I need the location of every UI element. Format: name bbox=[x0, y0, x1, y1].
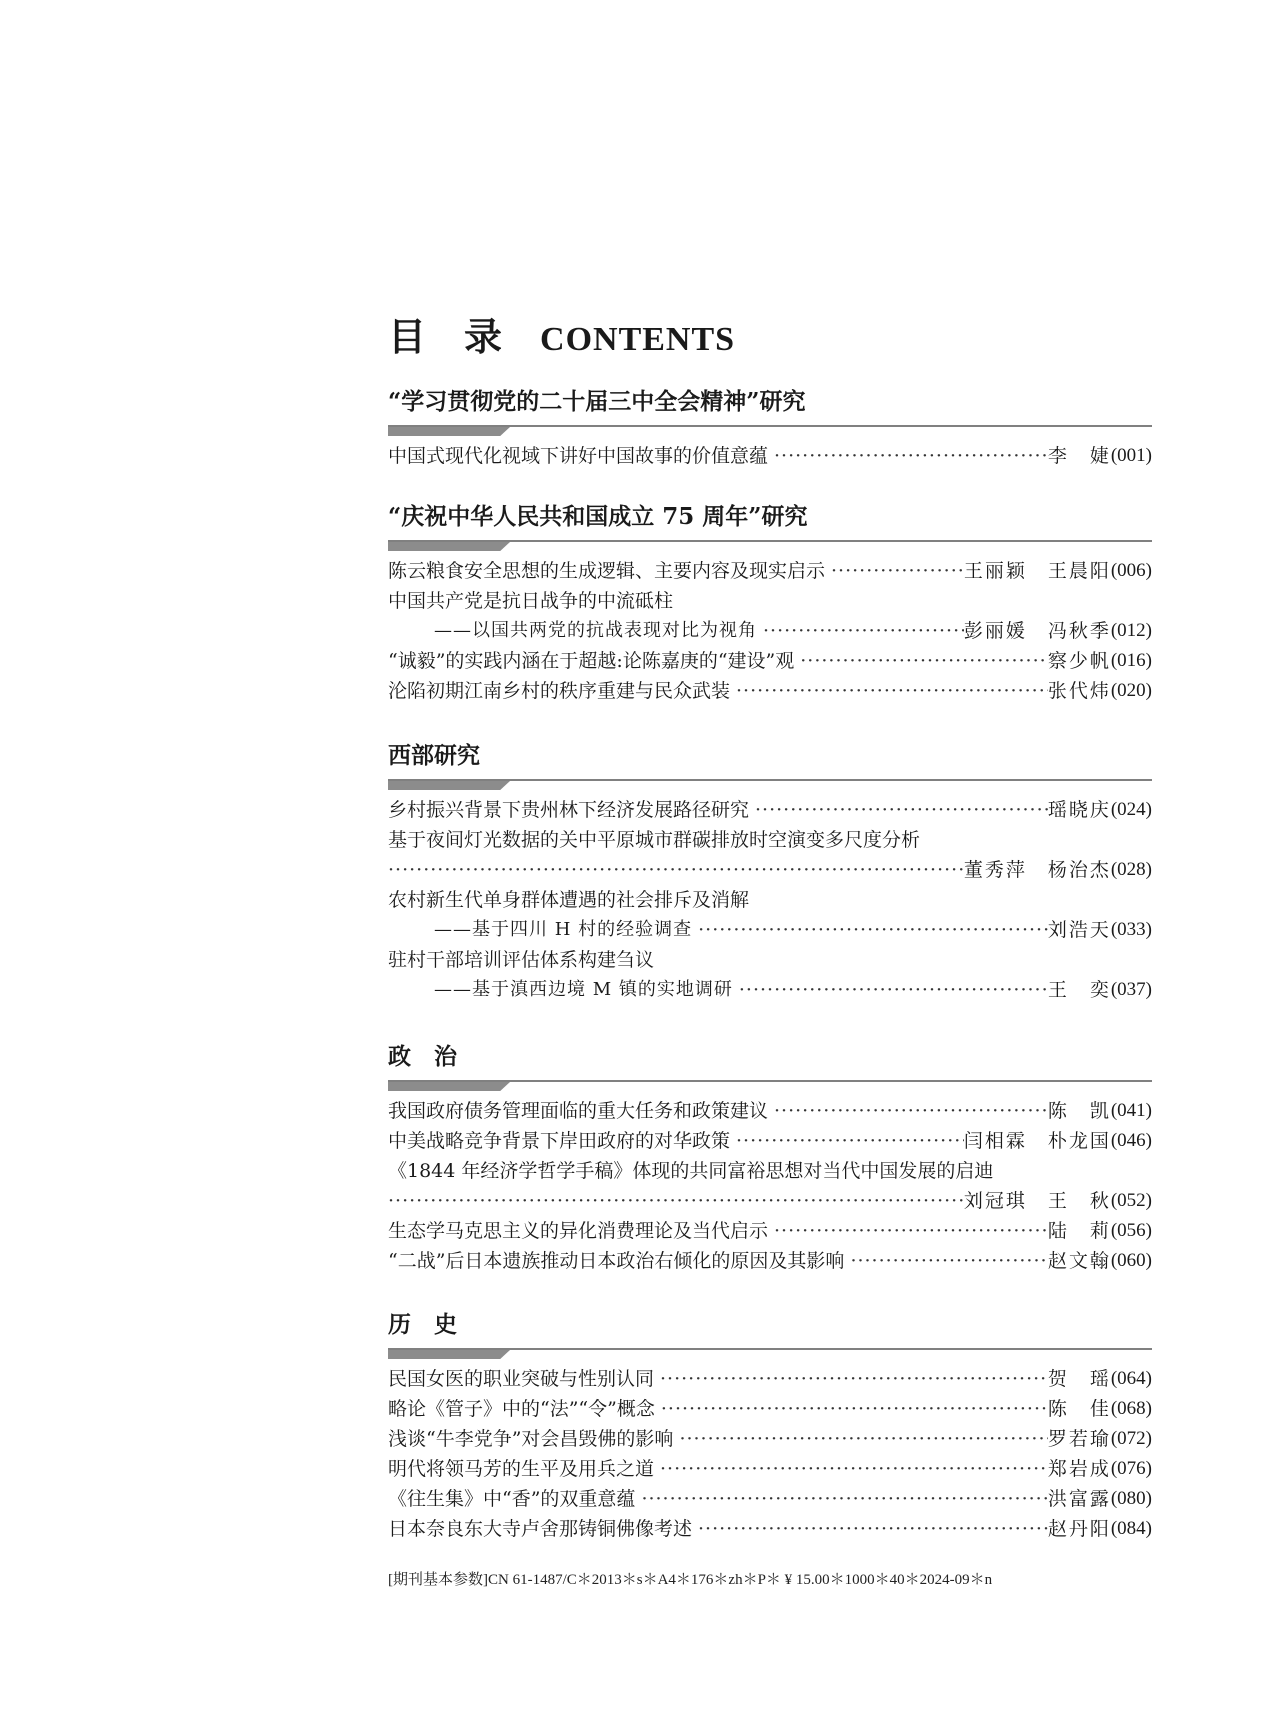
title-english: CONTENTS bbox=[540, 321, 736, 358]
section-rule bbox=[388, 1080, 1152, 1094]
toc-entry[interactable] bbox=[388, 1096, 1152, 1126]
entry-author: 王丽颖 王晨阳 bbox=[963, 560, 1111, 582]
dot-leader bbox=[635, 1484, 1047, 1514]
dot-leader bbox=[692, 915, 1048, 945]
dot-leader bbox=[730, 676, 1048, 706]
entry-author: 刘浩天 bbox=[1047, 919, 1111, 941]
toc-entry[interactable] bbox=[388, 556, 1152, 586]
entry-title: 日本奈良东大寺卢舍那铸铜佛像考述 bbox=[388, 1518, 693, 1540]
entry-page: (028) bbox=[1110, 859, 1152, 880]
toc-entry[interactable] bbox=[388, 586, 1152, 616]
entry-title: 《往生集》中“香”的双重意蕴 bbox=[388, 1488, 636, 1510]
section-rule bbox=[388, 779, 1152, 793]
journal-parameters: [期刊基本参数]CN 61-1487/C＊2013＊s＊A4＊176＊zh＊P＊ ¥ 15.00＊1000＊40＊2024-09＊n bbox=[388, 1572, 993, 1588]
section-title: “庆祝中华人民共和国成立 75 周年”研究 bbox=[388, 503, 808, 530]
toc-entry-subtitle[interactable] bbox=[388, 616, 1152, 646]
section-rule bbox=[388, 540, 1152, 554]
entry-page: (037) bbox=[1110, 979, 1152, 1000]
entry-author: 刘冠琪 王 秋 bbox=[963, 1190, 1111, 1212]
entry-title: 明代将领马芳的生平及用兵之道 bbox=[388, 1458, 655, 1480]
entry-page: (012) bbox=[1110, 620, 1152, 641]
title-chinese: 目录 bbox=[388, 314, 541, 359]
toc-entry[interactable] bbox=[388, 1246, 1152, 1276]
dot-leader bbox=[733, 975, 1048, 1005]
entry-page: (006) bbox=[1110, 560, 1152, 581]
entry-author: 李 婕 bbox=[1047, 445, 1111, 467]
entry-page: (084) bbox=[1110, 1518, 1152, 1539]
entry-title: “二战”后日本遗族推动日本政治右倾化的原因及其影响 bbox=[388, 1250, 845, 1272]
dot-leader bbox=[844, 1246, 1047, 1276]
dot-leader bbox=[825, 556, 964, 586]
entry-author: 瑶晓庆 bbox=[1047, 799, 1111, 821]
toc-entry[interactable] bbox=[388, 441, 1152, 471]
toc-entry[interactable] bbox=[388, 646, 1152, 676]
entry-title: 我国政府债务管理面临的重大任务和政策建议 bbox=[388, 1100, 769, 1122]
dot-leader bbox=[730, 1126, 964, 1156]
entry-page: (020) bbox=[1110, 680, 1152, 701]
toc-entry[interactable] bbox=[388, 1156, 1152, 1186]
entry-author: 张代炜 bbox=[1047, 680, 1111, 702]
entry-author: 彭丽媛 冯秋季 bbox=[963, 620, 1111, 642]
entry-title: 农村新生代单身群体遭遇的社会排斥及消解 bbox=[388, 889, 750, 911]
entry-page: (052) bbox=[1110, 1190, 1152, 1211]
section-title: “学习贯彻党的二十届三中全会精神”研究 bbox=[388, 388, 806, 415]
entry-page: (060) bbox=[1110, 1250, 1152, 1271]
entry-title: 民国女医的职业突破与性别认同 bbox=[388, 1368, 655, 1390]
dot-leader bbox=[654, 1454, 1048, 1484]
section-title: 政 治 bbox=[388, 1043, 457, 1070]
entry-title: 基于夜间灯光数据的关中平原城市群碳排放时空演变多尺度分析 bbox=[388, 829, 921, 851]
toc-entry[interactable] bbox=[388, 1394, 1152, 1424]
entry-author: 赵文翰 bbox=[1047, 1250, 1111, 1272]
section-rule bbox=[388, 1348, 1152, 1362]
toc-entry[interactable] bbox=[388, 1216, 1152, 1246]
entry-author: 陈 佳 bbox=[1047, 1398, 1111, 1420]
entry-author: 贺 瑶 bbox=[1047, 1368, 1111, 1390]
entry-title: 乡村振兴背景下贵州林下经济发展路径研究 bbox=[388, 799, 750, 821]
section-politics bbox=[388, 1040, 1152, 1276]
toc-entry[interactable] bbox=[388, 1364, 1152, 1394]
entry-subtitle: ——以国共两党的抗战表现对比为视角 bbox=[434, 620, 757, 641]
section-title: 历 史 bbox=[388, 1311, 457, 1338]
toc-entry[interactable] bbox=[388, 1484, 1152, 1514]
entry-page: (068) bbox=[1110, 1398, 1152, 1419]
entry-author: 洪富露 bbox=[1047, 1488, 1111, 1510]
entry-page: (076) bbox=[1110, 1458, 1152, 1479]
entry-page: (080) bbox=[1110, 1488, 1152, 1509]
entry-author: 陈 凯 bbox=[1047, 1100, 1111, 1122]
entry-page: (046) bbox=[1110, 1130, 1152, 1151]
entry-page: (016) bbox=[1110, 650, 1152, 671]
entry-title: 沦陷初期江南乡村的秩序重建与民众武装 bbox=[388, 680, 731, 702]
entry-page: (024) bbox=[1110, 799, 1152, 820]
section-title: 西部研究 bbox=[388, 742, 480, 769]
section-75th-anniversary bbox=[388, 500, 1152, 706]
entry-page: (041) bbox=[1110, 1100, 1152, 1121]
entry-title: 中国共产党是抗日战争的中流砥柱 bbox=[388, 590, 674, 612]
dot-leader bbox=[749, 795, 1048, 825]
entry-subtitle: ——基于滇西边境 M 镇的实地调研 bbox=[434, 979, 733, 1000]
entry-author: 闫相霖 朴龙国 bbox=[963, 1130, 1111, 1152]
entry-title: 陈云粮食安全思想的生成逻辑、主要内容及现实启示 bbox=[388, 560, 826, 582]
toc-entry[interactable] bbox=[388, 1424, 1152, 1454]
entry-title: 中国式现代化视域下讲好中国故事的价值意蕴 bbox=[388, 445, 769, 467]
dot-leader bbox=[655, 1394, 1048, 1424]
dot-leader bbox=[654, 1364, 1048, 1394]
dot-leader bbox=[768, 1216, 1048, 1246]
toc-entry[interactable] bbox=[388, 1514, 1152, 1544]
section-study-plenum bbox=[388, 385, 1152, 471]
dot-leader bbox=[388, 855, 964, 885]
toc-entry[interactable] bbox=[388, 885, 1152, 915]
section-western-studies bbox=[388, 739, 1152, 1005]
toc-entry-continuation[interactable] bbox=[388, 1186, 1152, 1216]
toc-entry-subtitle[interactable] bbox=[388, 915, 1152, 945]
page-title bbox=[388, 306, 735, 361]
entry-title: 生态学马克思主义的异化消费理论及当代启示 bbox=[388, 1220, 769, 1242]
entry-author: 董秀萍 杨治杰 bbox=[963, 859, 1111, 881]
entry-page: (001) bbox=[1110, 445, 1152, 466]
entry-author: 王 奕 bbox=[1047, 979, 1111, 1001]
entry-page: (064) bbox=[1110, 1368, 1152, 1389]
toc-entry[interactable] bbox=[388, 1454, 1152, 1484]
dot-leader bbox=[673, 1424, 1047, 1454]
entry-subtitle: ——基于四川 H 村的经验调查 bbox=[434, 919, 693, 940]
toc-entry[interactable] bbox=[388, 1126, 1152, 1156]
entry-author: 罗若瑜 bbox=[1047, 1428, 1111, 1450]
entry-page: (033) bbox=[1110, 919, 1152, 940]
entry-page: (072) bbox=[1110, 1428, 1152, 1449]
entry-author: 陆 莉 bbox=[1047, 1220, 1111, 1242]
entry-title: 略论《管子》中的“法”“令”概念 bbox=[388, 1398, 655, 1420]
entry-title: 浅谈“牛李党争”对会昌毁佛的影响 bbox=[388, 1428, 674, 1450]
toc-entry-subtitle[interactable] bbox=[388, 975, 1152, 1005]
dot-leader bbox=[388, 1186, 964, 1216]
entry-title: “诚毅”的实践内涵在于超越:论陈嘉庚的“建设”观 bbox=[388, 650, 795, 672]
toc-entry[interactable] bbox=[388, 795, 1152, 825]
entry-author: 郑岩成 bbox=[1047, 1458, 1111, 1480]
entry-author: 赵丹阳 bbox=[1047, 1518, 1111, 1540]
entry-title: 中美战略竞争背景下岸田政府的对华政策 bbox=[388, 1130, 731, 1152]
dot-leader bbox=[757, 616, 964, 646]
dot-leader bbox=[794, 646, 1048, 676]
dot-leader bbox=[768, 1096, 1048, 1126]
toc-entry[interactable] bbox=[388, 945, 1152, 975]
dot-leader bbox=[768, 441, 1048, 471]
toc-entry-continuation[interactable] bbox=[388, 855, 1152, 885]
entry-author: 察少帆 bbox=[1047, 650, 1111, 672]
section-rule bbox=[388, 425, 1152, 439]
dot-leader bbox=[692, 1514, 1048, 1544]
section-history bbox=[388, 1308, 1152, 1544]
entry-title: 《1844 年经济学哲学手稿》体现的共同富裕思想对当代中国发展的启迪 bbox=[388, 1160, 994, 1182]
toc-entry[interactable] bbox=[388, 825, 1152, 855]
entry-title: 驻村干部培训评估体系构建刍议 bbox=[388, 949, 655, 971]
entry-page: (056) bbox=[1110, 1220, 1152, 1241]
toc-entry[interactable] bbox=[388, 676, 1152, 706]
